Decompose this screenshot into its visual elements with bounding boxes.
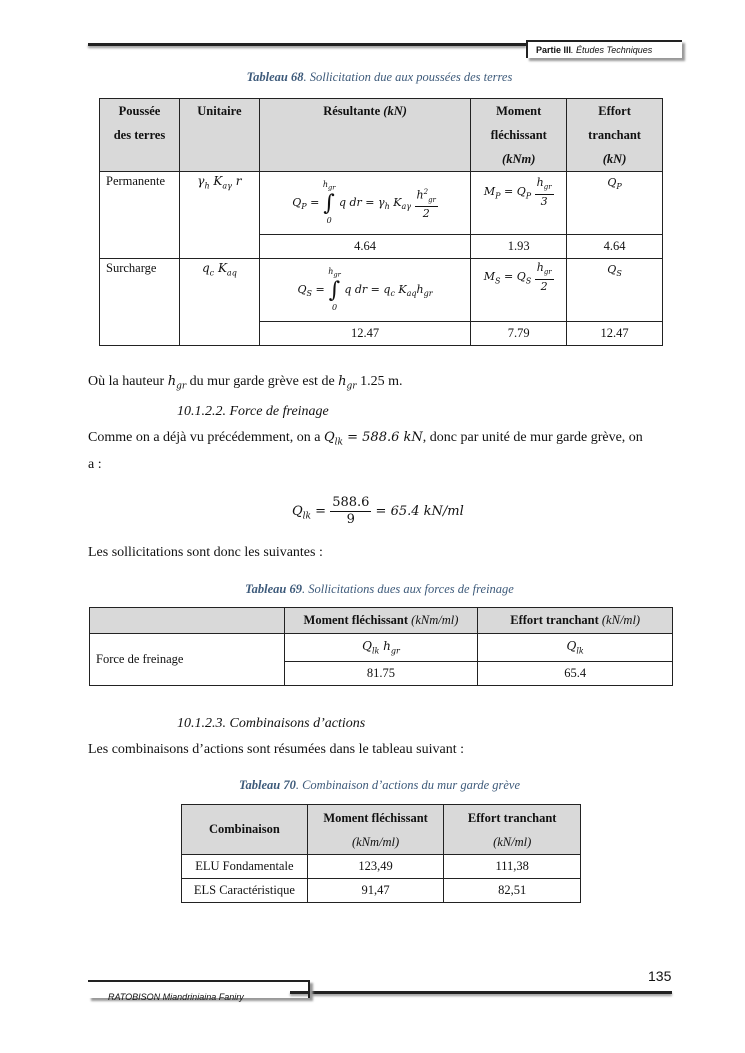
table69-formula-row bbox=[90, 634, 673, 662]
table68-moment-formula-surcharge: $M_S = Q_S$ $\frac{h_{gr}}{2}$ bbox=[471, 259, 567, 322]
table68-effort-permanente: 4.64 bbox=[567, 235, 663, 259]
table70-row bbox=[182, 879, 581, 903]
table68-moment-formula-permanente: $M_P = Q_P$ $\frac{h_{gr}}{3}$ bbox=[471, 172, 567, 235]
table68-header-unitaire: Unitaire bbox=[179, 99, 259, 172]
equation-qlk: $Q_{lk}$ = $\frac{588.6}{9}$ = 65.4 kN/ml bbox=[292, 495, 464, 527]
footer-author: RATOBISON Miandriniaina Faniry bbox=[88, 980, 310, 998]
table68 bbox=[99, 98, 663, 346]
table68-resultante-formula-permanente: $Q_P$ = $h_{gr}$ ∫ 0 q dr = $\gamma_h$ $K_{a\gamma}$ $\frac{h^2_{gr}}{2}$ bbox=[259, 172, 470, 235]
table68-header-resultante: Résultante (kN) bbox=[259, 99, 470, 172]
paragraph-combinaisons: Les combinaisons d’actions sont résumées dans le tableau suivant : bbox=[88, 742, 464, 757]
table68-resultante-permanente: 4.64 bbox=[259, 235, 470, 259]
table69-caption: Tableau 69. Sollicitations dues aux forces de freinage bbox=[245, 582, 514, 596]
table68-resultante-surcharge: 12.47 bbox=[259, 322, 470, 346]
table69-header-empty bbox=[90, 608, 285, 634]
table69-effort-formula: $Q_{lk}$ bbox=[478, 634, 673, 662]
table69-moment-formula: $Q_{lk}$ $h_{gr}$ bbox=[284, 634, 478, 662]
table70-row bbox=[182, 855, 581, 879]
table68-header-moment: Moment fléchissant (kNm) bbox=[471, 99, 567, 172]
section-heading-freinage: 10.1.2.2. Force de freinage bbox=[177, 404, 329, 419]
footer-rule bbox=[290, 991, 672, 994]
table68-unit-permanente: $\gamma_h$ $K_{a\gamma}$ r bbox=[179, 172, 259, 259]
table68-header-effort: Effort tranchant (kN) bbox=[567, 99, 663, 172]
table70-header-moment: Moment fléchissant (kNm/ml) bbox=[307, 805, 444, 855]
table70-effort: 82,51 bbox=[444, 879, 581, 903]
table68-header-row bbox=[100, 99, 663, 172]
table69-moment: 81.75 bbox=[284, 662, 478, 686]
table70-header-comb: Combinaison bbox=[182, 805, 308, 855]
table68-effort-surcharge: 12.47 bbox=[567, 322, 663, 346]
table70-moment: 123,49 bbox=[307, 855, 444, 879]
paragraph-sollicitations: Les sollicitations sont donc les suivantes : bbox=[88, 545, 323, 560]
table69-effort: 65.4 bbox=[478, 662, 673, 686]
table68-unit-surcharge: $q_c$ $K_{aq}$ bbox=[179, 259, 259, 346]
table70-label: ELS Caractéristique bbox=[182, 879, 308, 903]
table70 bbox=[181, 804, 581, 903]
table68-caption: Tableau 68. Sollicitation due aux poussées des terres bbox=[246, 70, 513, 84]
table69-header-effort: Effort tranchant (kN/ml) bbox=[478, 608, 673, 634]
table68-moment-permanente: 1.93 bbox=[471, 235, 567, 259]
running-header: Partie III. Études Techniques bbox=[526, 40, 682, 58]
table68-header-poussee: Poussée des terres bbox=[100, 99, 180, 172]
table68-effort-formula-surcharge: $Q_S$ bbox=[567, 259, 663, 322]
table70-header-row bbox=[182, 805, 581, 855]
table69-label: Force de freinage bbox=[90, 634, 285, 686]
table70-label: ELU Fondamentale bbox=[182, 855, 308, 879]
table68-effort-formula-permanente: $Q_P$ bbox=[567, 172, 663, 235]
table69 bbox=[89, 607, 673, 686]
table69-header-row bbox=[90, 608, 673, 634]
table70-effort: 111,38 bbox=[444, 855, 581, 879]
table68-row-permanente bbox=[100, 172, 663, 235]
table68-moment-surcharge: 7.79 bbox=[471, 322, 567, 346]
paragraph-freinage: Comme on a déjà vu précédemment, on a $Q_{lk} = 588.6$ kN, donc par unité de mur garde grève, on bbox=[88, 430, 643, 448]
table68-label-permanente: Permanente bbox=[100, 172, 180, 259]
table70-caption: Tableau 70. Combinaison d’actions du mur garde grève bbox=[238, 778, 520, 792]
section-heading-combinaisons: 10.1.2.3. Combinaisons d’actions bbox=[177, 716, 366, 731]
paragraph-hauteur: Où la hauteur $h_{gr}$ du mur garde grève est de $h_{gr}$ 1.25 m. bbox=[88, 374, 403, 392]
table68-resultante-formula-surcharge: $Q_S$ = $h_{gr}$ ∫ 0 q dr = $q_c$ $K_{aq}h_{gr}$ bbox=[259, 259, 470, 322]
table70-header-effort: Effort tranchant (kN/ml) bbox=[444, 805, 581, 855]
paragraph-freinage-end: a : bbox=[88, 457, 102, 472]
header-rule bbox=[88, 43, 526, 46]
table69-header-moment: Moment fléchissant (kNm/ml) bbox=[284, 608, 478, 634]
table68-row-surcharge bbox=[100, 259, 663, 322]
table70-moment: 91,47 bbox=[307, 879, 444, 903]
page-number: 135 bbox=[648, 968, 672, 984]
table68-label-surcharge: Surcharge bbox=[100, 259, 180, 346]
